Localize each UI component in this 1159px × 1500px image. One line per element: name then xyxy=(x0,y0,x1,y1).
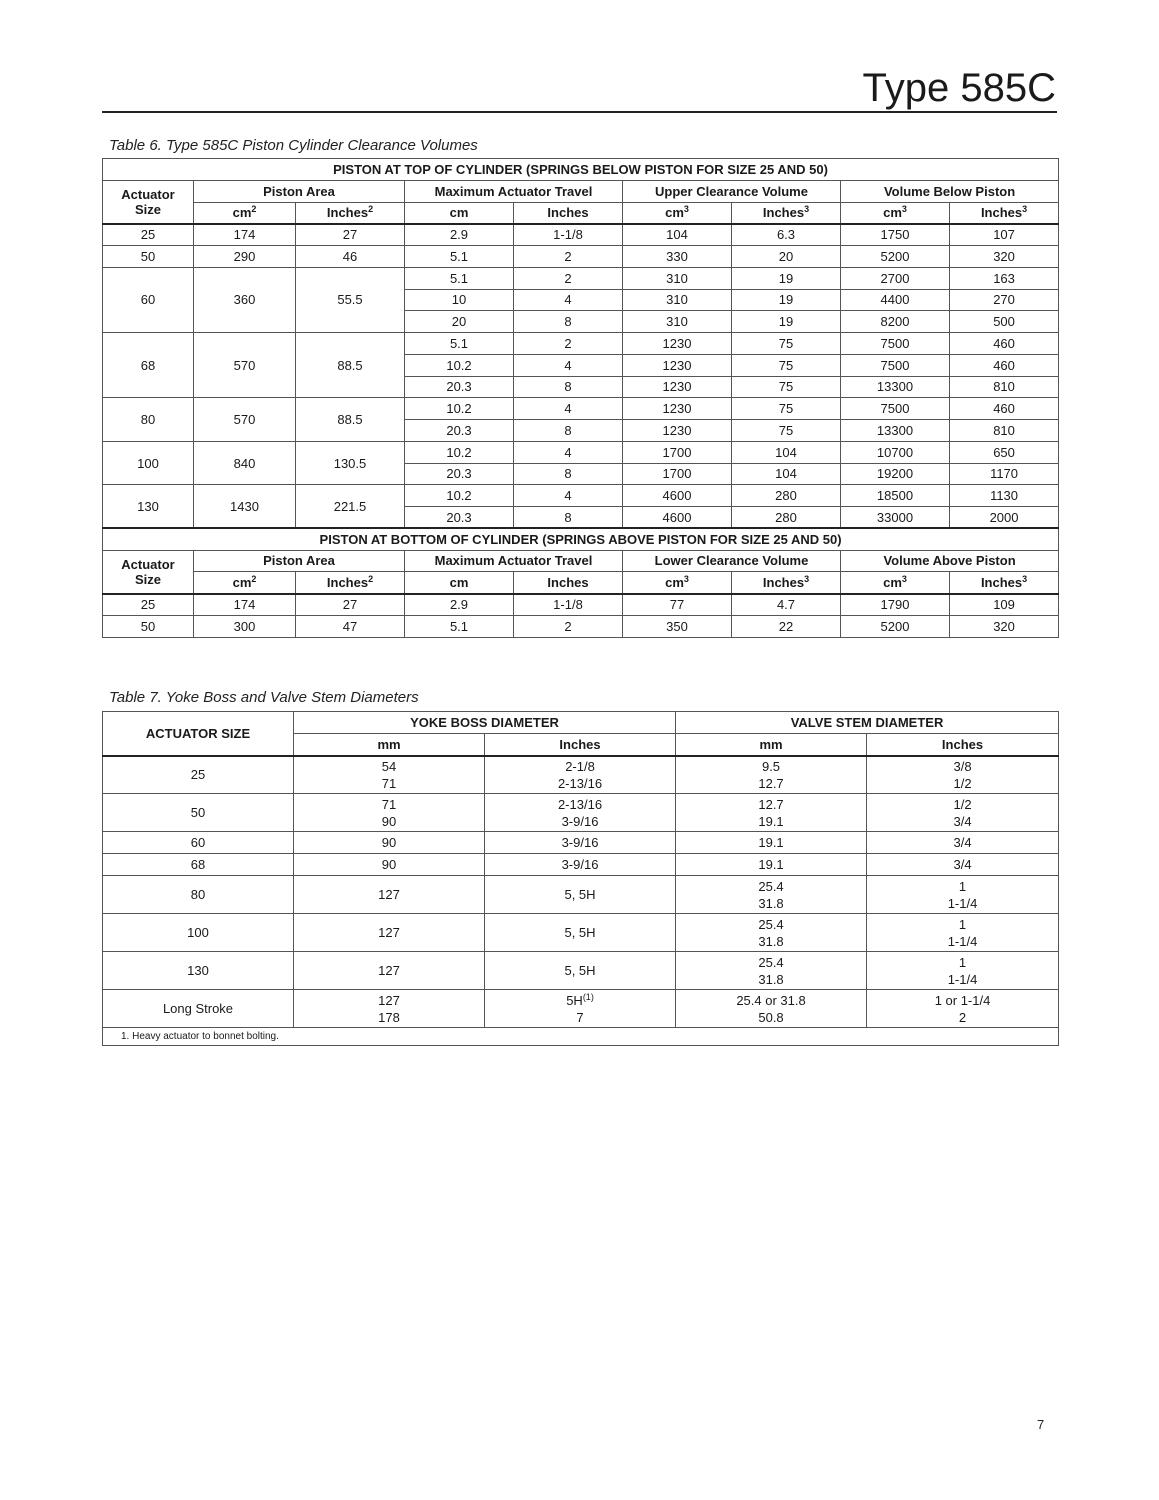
cell-stem-mm xyxy=(676,952,867,990)
cell-clearance-cm3: 1230 xyxy=(623,354,732,376)
cell-line: 31.8 xyxy=(758,933,784,949)
unit-sup: 3 xyxy=(1022,204,1028,215)
cell-line: 2-13/16 xyxy=(557,775,603,791)
cell-size: 25 xyxy=(103,756,294,794)
cell-yoke-mm: 90 xyxy=(294,832,485,854)
cell-yoke-mm: 127 xyxy=(294,952,485,990)
cell-size: Long Stroke xyxy=(103,990,294,1028)
unit-inches: Inches xyxy=(867,734,1059,756)
cell-volume-cm3: 5200 xyxy=(841,615,950,637)
cell-clearance-in3: 19 xyxy=(732,289,841,311)
unit-in3 xyxy=(732,572,841,594)
unit-text: cm xyxy=(883,574,902,590)
cell-travel-cm: 20.3 xyxy=(405,376,514,398)
table-row xyxy=(103,876,1059,914)
cell-yoke-mm xyxy=(294,990,485,1028)
cell-stem-mm xyxy=(676,794,867,832)
unit-mm: mm xyxy=(294,734,485,756)
cell-volume-cm3: 10700 xyxy=(841,441,950,463)
cell-clearance-in3: 280 xyxy=(732,485,841,507)
cell-stem-mm xyxy=(676,990,867,1028)
cell-travel-in: 4 xyxy=(514,441,623,463)
cell-yoke-in xyxy=(485,990,676,1028)
cell-piston-in2: 88.5 xyxy=(296,398,405,442)
cell-stem-in: 3/4 xyxy=(867,854,1059,876)
cell-clearance-in3: 20 xyxy=(732,246,841,268)
table-6 xyxy=(102,158,1059,638)
cell-line: 1/2 xyxy=(953,775,972,791)
cell-yoke-in: 3-9/16 xyxy=(485,854,676,876)
unit-cm2 xyxy=(194,572,296,594)
unit-sup: 3 xyxy=(901,573,907,584)
col-header-piston-area: Piston Area xyxy=(194,180,405,202)
unit-cm3 xyxy=(623,572,732,594)
cell-volume-cm3: 7500 xyxy=(841,398,950,420)
cell-travel-in: 2 xyxy=(514,615,623,637)
unit-sup: 2 xyxy=(368,204,374,215)
cell-travel-cm: 2.9 xyxy=(405,594,514,616)
cell-travel-in: 4 xyxy=(514,485,623,507)
cell-size: 80 xyxy=(103,398,194,442)
unit-text: cm xyxy=(232,205,252,221)
cell-line: 1-1/4 xyxy=(947,895,978,911)
cell-volume-in3: 320 xyxy=(950,246,1059,268)
cell-travel-cm: 5.1 xyxy=(405,615,514,637)
cell-size: 68 xyxy=(103,333,194,398)
table-row xyxy=(103,615,1059,637)
cell-travel-in: 8 xyxy=(514,311,623,333)
cell-volume-in3: 650 xyxy=(950,441,1059,463)
cell-piston-in2: 47 xyxy=(296,615,405,637)
table-row xyxy=(103,267,1059,289)
cell-clearance-in3: 4.7 xyxy=(732,594,841,616)
unit-mm: mm xyxy=(676,734,867,756)
unit-sup: 3 xyxy=(804,573,810,584)
unit-cm3 xyxy=(841,572,950,594)
cell-stem-in: 3/4 xyxy=(867,832,1059,854)
table-row xyxy=(103,441,1059,463)
cell-clearance-cm3: 1230 xyxy=(623,398,732,420)
unit-text: Inches xyxy=(762,574,805,590)
cell-line: 127 xyxy=(378,992,400,1008)
cell-clearance-in3: 104 xyxy=(732,463,841,485)
cell-travel-cm: 10 xyxy=(405,289,514,311)
section-band-bottom: PISTON AT BOTTOM OF CYLINDER (SPRINGS ABOVE PISTON FOR SIZE 25 AND 50) xyxy=(103,528,1059,550)
col-header-max-travel: Maximum Actuator Travel xyxy=(405,180,623,202)
cell-volume-in3: 320 xyxy=(950,615,1059,637)
cell-travel-in: 4 xyxy=(514,289,623,311)
cell-travel-cm: 5.1 xyxy=(405,246,514,268)
cell-stem-in xyxy=(867,990,1059,1028)
cell-yoke-in xyxy=(485,756,676,794)
table-row xyxy=(103,794,1059,832)
unit-text: Inches xyxy=(762,205,805,221)
cell-line: 3/8 xyxy=(953,758,972,774)
cell-travel-in: 8 xyxy=(514,507,623,529)
cell-travel-in: 4 xyxy=(514,398,623,420)
unit-in2 xyxy=(296,202,405,224)
cell-stem-in xyxy=(867,952,1059,990)
cell-clearance-in3: 75 xyxy=(732,376,841,398)
col-header-volume: Volume Above Piston xyxy=(841,550,1059,572)
cell-size: 50 xyxy=(103,615,194,637)
cell-clearance-cm3: 1700 xyxy=(623,463,732,485)
cell-travel-in: 8 xyxy=(514,376,623,398)
col-header-text: Actuator xyxy=(121,556,175,572)
cell-clearance-in3: 75 xyxy=(732,333,841,355)
cell-volume-in3: 460 xyxy=(950,354,1059,376)
cell-travel-cm: 10.2 xyxy=(405,441,514,463)
cell-yoke-in: 3-9/16 xyxy=(485,832,676,854)
cell-clearance-cm3: 1230 xyxy=(623,376,732,398)
unit-text: Inches xyxy=(326,205,369,221)
cell-clearance-cm3: 1230 xyxy=(623,333,732,355)
cell-stem-mm: 19.1 xyxy=(676,854,867,876)
unit-sup: 2 xyxy=(251,573,257,584)
cell-stem-in xyxy=(867,794,1059,832)
cell-line xyxy=(485,992,675,1009)
cell-travel-cm: 20.3 xyxy=(405,507,514,529)
col-header-yoke-boss: YOKE BOSS DIAMETER xyxy=(294,712,676,734)
cell-clearance-cm3: 350 xyxy=(623,615,732,637)
cell-travel-in: 2 xyxy=(514,246,623,268)
cell-clearance-cm3: 310 xyxy=(623,289,732,311)
section-band-top: PISTON AT TOP OF CYLINDER (SPRINGS BELOW PISTON FOR SIZE 25 AND 50) xyxy=(103,159,1059,181)
cell-volume-in3: 500 xyxy=(950,311,1059,333)
unit-sup: 3 xyxy=(901,204,907,215)
col-header-piston-area: Piston Area xyxy=(194,550,405,572)
cell-line: 3-9/16 xyxy=(561,813,599,829)
unit-cm3 xyxy=(623,202,732,224)
unit-text: Inches xyxy=(980,574,1023,590)
cell-volume-cm3: 7500 xyxy=(841,333,950,355)
table-row xyxy=(103,832,1059,854)
table-row xyxy=(103,990,1059,1028)
cell-travel-in: 8 xyxy=(514,420,623,442)
cell-yoke-mm: 127 xyxy=(294,876,485,914)
cell-clearance-cm3: 4600 xyxy=(623,507,732,529)
cell-size: 50 xyxy=(103,246,194,268)
cell-size: 25 xyxy=(103,224,194,246)
cell-line: 2-13/16 xyxy=(557,796,603,812)
cell-clearance-in3: 19 xyxy=(732,267,841,289)
cell-line: 71 xyxy=(381,796,397,812)
unit-in3 xyxy=(732,202,841,224)
cell-line: 2 xyxy=(958,1009,967,1025)
cell-size: 130 xyxy=(103,952,294,990)
cell-volume-in3: 460 xyxy=(950,333,1059,355)
cell-line: 25.4 xyxy=(758,878,784,894)
cell-volume-cm3: 8200 xyxy=(841,311,950,333)
cell-volume-in3: 270 xyxy=(950,289,1059,311)
cell-clearance-cm3: 310 xyxy=(623,311,732,333)
unit-sup: 3 xyxy=(1022,573,1028,584)
table-row xyxy=(103,224,1059,246)
cell-volume-cm3: 18500 xyxy=(841,485,950,507)
cell-line: 1 xyxy=(958,878,967,894)
cell-stem-mm xyxy=(676,756,867,794)
cell-line: 178 xyxy=(378,1009,400,1025)
table-row xyxy=(103,952,1059,990)
cell-line: 25.4 xyxy=(758,916,784,932)
cell-travel-cm: 20 xyxy=(405,311,514,333)
cell-volume-cm3: 1750 xyxy=(841,224,950,246)
cell-yoke-mm xyxy=(294,756,485,794)
cell-yoke-in: 5, 5H xyxy=(485,952,676,990)
table-row xyxy=(103,914,1059,952)
cell-yoke-mm xyxy=(294,794,485,832)
cell-piston-cm2: 840 xyxy=(194,441,296,485)
cell-travel-in: 2 xyxy=(514,333,623,355)
col-header-actuator-size xyxy=(103,550,194,594)
col-header-clearance: Lower Clearance Volume xyxy=(623,550,841,572)
cell-yoke-in: 5, 5H xyxy=(485,876,676,914)
unit-cm: cm xyxy=(405,202,514,224)
cell-volume-in3: 109 xyxy=(950,594,1059,616)
cell-piston-cm2: 1430 xyxy=(194,485,296,529)
cell-volume-cm3: 13300 xyxy=(841,420,950,442)
col-header-clearance: Upper Clearance Volume xyxy=(623,180,841,202)
cell-volume-cm3: 1790 xyxy=(841,594,950,616)
cell-clearance-cm3: 330 xyxy=(623,246,732,268)
cell-travel-in: 4 xyxy=(514,354,623,376)
cell-size: 60 xyxy=(103,267,194,332)
cell-clearance-in3: 104 xyxy=(732,441,841,463)
cell-volume-in3: 810 xyxy=(950,376,1059,398)
cell-volume-cm3: 13300 xyxy=(841,376,950,398)
cell-piston-in2: 27 xyxy=(296,594,405,616)
cell-volume-in3: 2000 xyxy=(950,507,1059,529)
cell-size: 80 xyxy=(103,876,294,914)
unit-cm2 xyxy=(194,202,296,224)
page-number: 7 xyxy=(1037,1417,1045,1432)
cell-yoke-mm: 127 xyxy=(294,914,485,952)
cell-volume-in3: 107 xyxy=(950,224,1059,246)
cell-stem-mm: 19.1 xyxy=(676,832,867,854)
col-header-actuator-size: ACTUATOR SIZE xyxy=(103,712,294,756)
cell-clearance-cm3: 104 xyxy=(623,224,732,246)
col-header-actuator-size xyxy=(103,180,194,224)
cell-text: 5H xyxy=(566,992,583,1008)
cell-size: 60 xyxy=(103,832,294,854)
cell-piston-in2: 27 xyxy=(296,224,405,246)
cell-line: 54 xyxy=(381,758,397,774)
table-row xyxy=(103,398,1059,420)
cell-line: 31.8 xyxy=(758,895,784,911)
unit-text: cm xyxy=(232,574,252,590)
cell-clearance-cm3: 1230 xyxy=(623,420,732,442)
unit-cm: cm xyxy=(405,572,514,594)
cell-piston-in2: 46 xyxy=(296,246,405,268)
cell-volume-in3: 1130 xyxy=(950,485,1059,507)
table-row xyxy=(103,594,1059,616)
col-header-volume: Volume Below Piston xyxy=(841,180,1059,202)
cell-size: 100 xyxy=(103,914,294,952)
col-header-valve-stem: VALVE STEM DIAMETER xyxy=(676,712,1059,734)
cell-travel-cm: 20.3 xyxy=(405,463,514,485)
unit-text: Inches xyxy=(326,574,369,590)
cell-stem-in xyxy=(867,876,1059,914)
cell-line: 3/4 xyxy=(953,813,972,829)
cell-clearance-in3: 280 xyxy=(732,507,841,529)
cell-line: 1 xyxy=(958,916,967,932)
cell-piston-in2: 221.5 xyxy=(296,485,405,529)
cell-clearance-cm3: 77 xyxy=(623,594,732,616)
cell-stem-in xyxy=(867,914,1059,952)
cell-line: 25.4 or 31.8 xyxy=(736,992,806,1008)
table-row xyxy=(103,485,1059,507)
unit-in2 xyxy=(296,572,405,594)
cell-piston-cm2: 570 xyxy=(194,398,296,442)
unit-cm3 xyxy=(841,202,950,224)
table-7-footnote: 1. Heavy actuator to bonnet bolting. xyxy=(103,1028,1059,1046)
unit-inches: Inches xyxy=(485,734,676,756)
cell-clearance-in3: 75 xyxy=(732,398,841,420)
cell-clearance-cm3: 310 xyxy=(623,267,732,289)
cell-piston-cm2: 290 xyxy=(194,246,296,268)
unit-in: Inches xyxy=(514,202,623,224)
page-title: Type 585C xyxy=(862,66,1056,110)
unit-sup: 2 xyxy=(368,573,374,584)
cell-volume-cm3: 7500 xyxy=(841,354,950,376)
unit-in: Inches xyxy=(514,572,623,594)
cell-line: 9.5 xyxy=(761,758,781,774)
footnote-ref: (1) xyxy=(582,991,594,1002)
table-row xyxy=(103,756,1059,794)
cell-travel-cm: 2.9 xyxy=(405,224,514,246)
unit-text: Inches xyxy=(980,205,1023,221)
cell-line: 50.8 xyxy=(758,1009,784,1025)
table-7 xyxy=(102,711,1059,1046)
cell-line: 1 or 1-1/4 xyxy=(934,992,991,1008)
unit-sup: 3 xyxy=(683,573,689,584)
col-header-max-travel: Maximum Actuator Travel xyxy=(405,550,623,572)
cell-line: 71 xyxy=(381,775,397,791)
cell-volume-cm3: 4400 xyxy=(841,289,950,311)
cell-clearance-in3: 75 xyxy=(732,420,841,442)
cell-travel-cm: 10.2 xyxy=(405,485,514,507)
table-row xyxy=(103,333,1059,355)
cell-size: 50 xyxy=(103,794,294,832)
table-row xyxy=(103,246,1059,268)
cell-volume-in3: 163 xyxy=(950,267,1059,289)
cell-line: 1 xyxy=(958,954,967,970)
cell-line: 1-1/4 xyxy=(947,933,978,949)
cell-yoke-in xyxy=(485,794,676,832)
cell-travel-cm: 5.1 xyxy=(405,333,514,355)
cell-piston-cm2: 570 xyxy=(194,333,296,398)
cell-line: 19.1 xyxy=(758,813,784,829)
cell-travel-cm: 10.2 xyxy=(405,354,514,376)
unit-text: cm xyxy=(665,574,684,590)
cell-travel-in: 2 xyxy=(514,267,623,289)
cell-line: 12.7 xyxy=(758,775,784,791)
cell-line: 1/2 xyxy=(953,796,972,812)
cell-line: 2-1/8 xyxy=(565,758,595,774)
cell-clearance-in3: 6.3 xyxy=(732,224,841,246)
cell-stem-in xyxy=(867,756,1059,794)
cell-piston-in2: 88.5 xyxy=(296,333,405,398)
cell-piston-cm2: 300 xyxy=(194,615,296,637)
col-header-text: Size xyxy=(134,201,161,217)
table-row xyxy=(103,854,1059,876)
cell-volume-in3: 810 xyxy=(950,420,1059,442)
table-7-caption: Table 7. Yoke Boss and Valve Stem Diameters xyxy=(109,689,419,706)
cell-clearance-cm3: 1700 xyxy=(623,441,732,463)
cell-piston-in2: 130.5 xyxy=(296,441,405,485)
cell-size: 68 xyxy=(103,854,294,876)
cell-line: 7 xyxy=(576,1009,584,1025)
cell-line: 1-1/4 xyxy=(947,971,978,987)
cell-clearance-in3: 75 xyxy=(732,354,841,376)
cell-size: 25 xyxy=(103,594,194,616)
unit-sup: 2 xyxy=(251,204,257,215)
cell-piston-cm2: 360 xyxy=(194,267,296,332)
unit-in3 xyxy=(950,202,1059,224)
table-6-caption: Table 6. Type 585C Piston Cylinder Clearance Volumes xyxy=(109,137,478,154)
unit-text: cm xyxy=(883,205,902,221)
cell-line: 12.7 xyxy=(758,796,784,812)
cell-travel-cm: 10.2 xyxy=(405,398,514,420)
cell-travel-in: 1-1/8 xyxy=(514,594,623,616)
cell-line: 90 xyxy=(381,813,397,829)
cell-travel-in: 1-1/8 xyxy=(514,224,623,246)
cell-piston-cm2: 174 xyxy=(194,594,296,616)
cell-size: 100 xyxy=(103,441,194,485)
cell-volume-cm3: 19200 xyxy=(841,463,950,485)
cell-piston-in2: 55.5 xyxy=(296,267,405,332)
cell-volume-cm3: 5200 xyxy=(841,246,950,268)
unit-sup: 3 xyxy=(804,204,810,215)
cell-yoke-in: 5, 5H xyxy=(485,914,676,952)
cell-volume-in3: 1170 xyxy=(950,463,1059,485)
cell-line: 25.4 xyxy=(758,954,784,970)
cell-clearance-cm3: 4600 xyxy=(623,485,732,507)
cell-line: 31.8 xyxy=(758,971,784,987)
cell-volume-cm3: 2700 xyxy=(841,267,950,289)
unit-sup: 3 xyxy=(683,204,689,215)
unit-text: cm xyxy=(665,205,684,221)
col-header-text: Size xyxy=(134,571,161,587)
cell-size: 130 xyxy=(103,485,194,529)
cell-volume-cm3: 33000 xyxy=(841,507,950,529)
cell-stem-mm xyxy=(676,876,867,914)
cell-volume-in3: 460 xyxy=(950,398,1059,420)
cell-travel-cm: 20.3 xyxy=(405,420,514,442)
cell-stem-mm xyxy=(676,914,867,952)
unit-in3 xyxy=(950,572,1059,594)
title-rule xyxy=(102,111,1057,113)
cell-yoke-mm: 90 xyxy=(294,854,485,876)
cell-travel-in: 8 xyxy=(514,463,623,485)
cell-clearance-in3: 22 xyxy=(732,615,841,637)
col-header-text: Actuator xyxy=(121,186,175,202)
cell-clearance-in3: 19 xyxy=(732,311,841,333)
cell-piston-cm2: 174 xyxy=(194,224,296,246)
cell-travel-cm: 5.1 xyxy=(405,267,514,289)
